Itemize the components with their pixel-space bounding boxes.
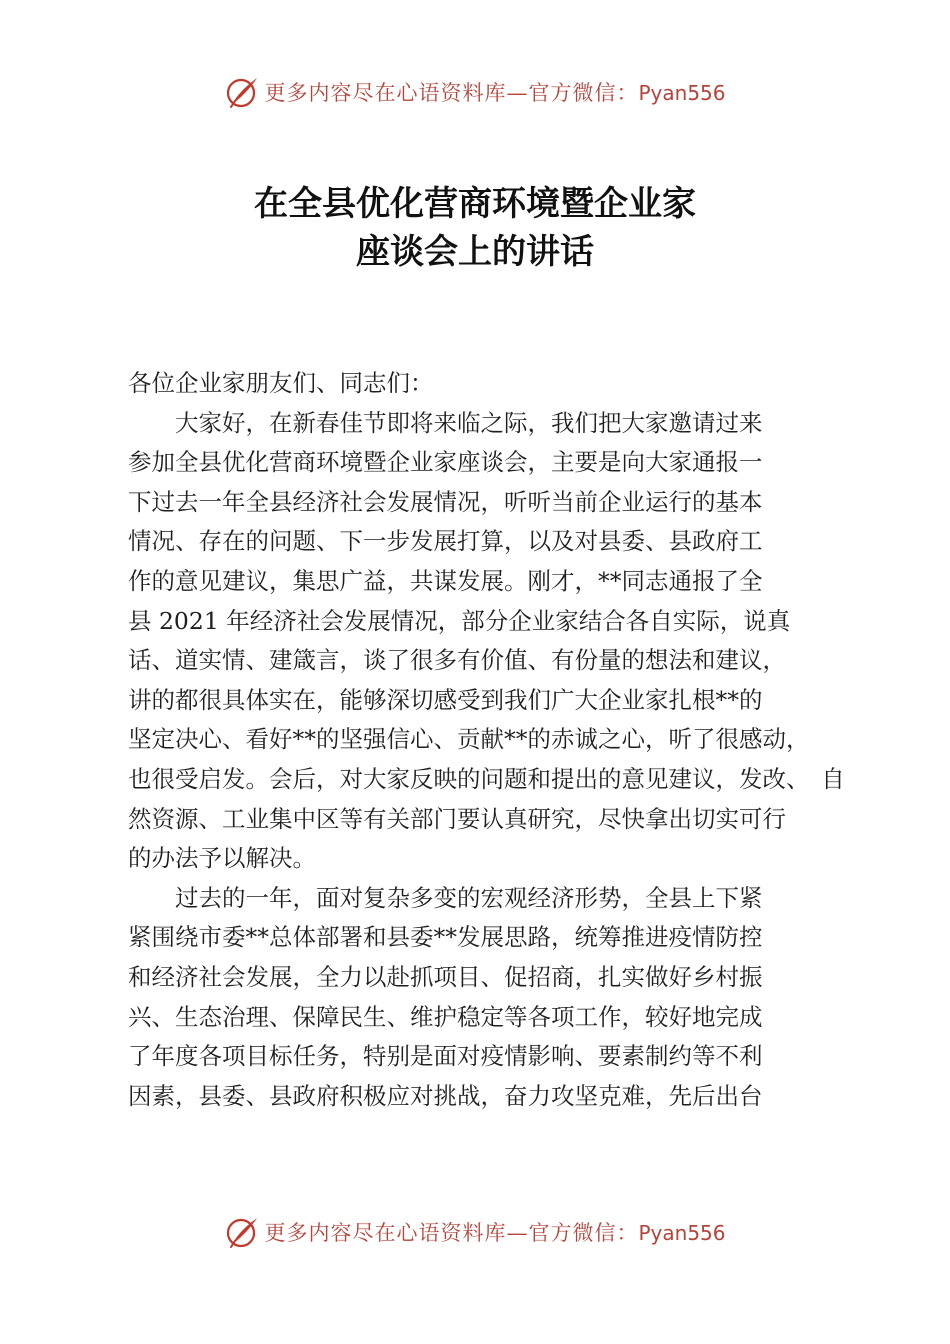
wechat-id: Pyan556 — [638, 81, 726, 105]
footer-banner — [0, 1212, 950, 1252]
speech-body — [128, 364, 845, 1116]
wechat-id: Pyan556 — [638, 1221, 726, 1245]
body-line: 下过去一年全县经济社会发展情况，听听当前企业运行的基本 — [128, 487, 763, 516]
body-line: 了年度各项目标任务，特别是面对疫情影响、要素制约等不利 — [128, 1042, 763, 1071]
title-line-2: 座谈会上的讲话 — [356, 232, 594, 272]
body-line: 坚定决心、看好**的坚强信心、贡献**的赤诚之心，听了很感动， — [128, 725, 810, 754]
body-line: 作的意见建议，集思广益，共谋发展。刚才，**同志通报了全 — [128, 566, 763, 595]
body-line: 过去的一年，面对复杂多变的宏观经济形势，全县上下紧 — [128, 883, 763, 912]
body-line: 大家好，在新春佳节即将来临之际，我们把大家邀请过来 — [128, 408, 763, 437]
quill-logo-icon — [224, 74, 260, 110]
banner-label: 更多内容尽在心语资料库—官方微信： — [264, 1221, 639, 1245]
body-line: 各位企业家朋友们、同志们： — [128, 369, 434, 397]
body-line: 的办法予以解决。 — [128, 844, 316, 873]
quill-logo-icon — [224, 1214, 260, 1250]
body-line: 和经济社会发展，全力以赴抓项目、促招商，扎实做好乡村振 — [128, 962, 763, 991]
body-line: 然资源、工业集中区等有关部门要认真研究，尽快拿出切实可行 — [128, 804, 786, 833]
body-line: 讲的都很具体实在，能够深切感受到我们广大企业家扎根**的 — [128, 685, 763, 714]
body-line: 县 2021 年经济社会发展情况，部分企业家结合各自实际，说真 — [128, 606, 791, 635]
body-line: 情况、存在的问题、下一步发展打算，以及对县委、县政府工 — [128, 527, 763, 556]
body-line: 参加全县优化营商环境暨企业家座谈会，主要是向大家通报一 — [128, 448, 763, 477]
body-line: 也很受启发。会后，对大家反映的问题和提出的意见建议，发改、 自 — [128, 764, 845, 793]
header-banner — [0, 72, 950, 112]
banner-text — [264, 1217, 725, 1247]
title-line-1: 在全县优化营商环境暨企业家 — [254, 184, 696, 224]
body-line: 兴、生态治理、保障民生、维护稳定等各项工作，较好地完成 — [128, 1002, 763, 1031]
banner-label: 更多内容尽在心语资料库—官方微信： — [264, 81, 639, 105]
body-line: 话、道实情、建箴言，谈了很多有价值、有份量的想法和建议， — [128, 646, 786, 675]
banner-text — [264, 77, 725, 107]
document-title — [0, 180, 950, 276]
body-line: 因素，县委、县政府积极应对挑战，奋力攻坚克难，先后出台 — [128, 1081, 763, 1110]
body-line: 紧围绕市委**总体部署和县委**发展思路，统筹推进疫情防控 — [128, 923, 763, 952]
